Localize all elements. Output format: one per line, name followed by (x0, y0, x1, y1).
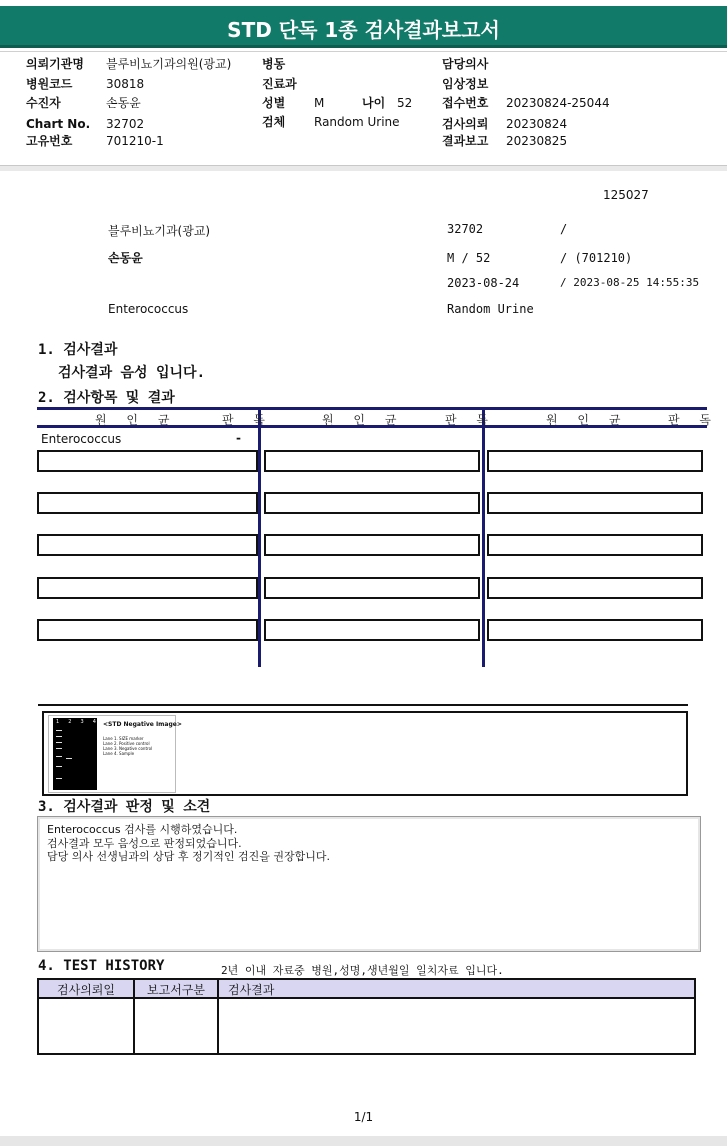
section1-result: 검사결과 음성 입니다. (58, 365, 206, 381)
marker-band (56, 756, 62, 757)
empty-result-cell (487, 534, 703, 556)
lane-legend-item: Lane 1. SIZE marker (103, 736, 144, 741)
gel-photo (53, 718, 97, 790)
history-note: 2년 이내 자료중 병원,성명,생년월일 일치자료 입니다. (221, 964, 504, 977)
summary-report-datetime: / 2023-08-25 14:55:35 (560, 276, 700, 289)
page-number: 1/1 (353, 1110, 374, 1124)
section4-title: 4. TEST HISTORY (38, 958, 165, 974)
image-top-rule (38, 704, 688, 706)
section1-title: 1. 검사결과 (38, 342, 118, 358)
doctor-label: 담당의사 (442, 57, 489, 71)
summary-slash: / (560, 222, 568, 236)
history-col-type: 보고서구분 (147, 983, 205, 997)
summary-institution: 블루비뇨기과(광교) (108, 224, 211, 238)
section2-title: 2. 검사항목 및 결과 (38, 390, 175, 406)
positive-band (66, 758, 72, 759)
marker-band (56, 748, 62, 749)
gel-lane-legend (103, 736, 152, 756)
unique-id-value: 701210-1 (106, 134, 164, 148)
finding-line-1: Enterococcus 검사를 시행하였습니다. (47, 823, 238, 836)
header-separator (0, 165, 727, 171)
request-date-value: 20230824 (506, 117, 568, 131)
marker-band (56, 730, 62, 731)
table-divider-2 (482, 407, 485, 667)
institution-label: 의뢰기관명 (26, 57, 84, 71)
receipt-no-value: 20230824-25044 (506, 96, 610, 110)
empty-result-cell (264, 534, 480, 556)
history-body (37, 997, 696, 1055)
specimen-label: 검체 (262, 115, 286, 129)
empty-result-cell (487, 492, 703, 514)
lane-number: 1 (56, 719, 60, 725)
department-label: 진료과 (262, 77, 297, 91)
age-label: 나이 (362, 96, 386, 110)
lane-number: 3 (80, 719, 84, 725)
history-col-divider (217, 978, 219, 1055)
lane-number: 4 (92, 719, 96, 725)
marker-band (56, 766, 62, 767)
history-col-result: 검사결과 (228, 983, 275, 997)
table-top-line (37, 407, 707, 410)
gel-image (48, 715, 182, 793)
ward-label: 병동 (262, 57, 286, 71)
empty-result-cell (37, 450, 258, 472)
summary-birth: / (701210) (560, 251, 633, 265)
col2-pathogen-header: 원 인 균 (322, 413, 405, 427)
summary-test-name: Enterococcus (108, 302, 189, 316)
summary-patient: 손동윤 (108, 251, 143, 265)
history-col-date: 검사의뢰일 (57, 983, 115, 997)
marker-band (56, 778, 62, 779)
clinical-info-label: 임상정보 (442, 77, 489, 91)
empty-result-cell (37, 492, 258, 514)
specimen-value: Random Urine (314, 115, 400, 129)
gel-caption: <STD Negative Image> (103, 721, 182, 728)
section3-title: 3. 검사결과 판정 및 소견 (38, 799, 211, 815)
empty-result-cell (37, 619, 258, 641)
result-judgment: - (236, 431, 241, 445)
empty-result-cell (37, 534, 258, 556)
report-date-value: 20230825 (506, 134, 568, 148)
empty-result-cell (264, 577, 480, 599)
col2-judgment-header: 판 독 (445, 413, 496, 427)
table-divider-1 (258, 407, 261, 667)
footer-bar (0, 1136, 727, 1146)
empty-result-cell (487, 450, 703, 472)
gel-image-frame (42, 711, 688, 796)
sex-value: M (314, 96, 325, 110)
marker-band (56, 742, 62, 743)
col3-judgment-header: 판 독 (668, 413, 719, 427)
col1-judgment-header: 판 독 (222, 413, 273, 427)
result-pathogen: Enterococcus (41, 432, 122, 446)
marker-band (56, 736, 62, 737)
col1-pathogen-header: 원 인 균 (95, 413, 178, 427)
col3-pathogen-header: 원 인 균 (546, 413, 629, 427)
finding-line-2: 검사결과 모두 음성으로 판정되었습니다. (47, 837, 242, 850)
lane-legend-item: Lane 3. Negative control (103, 746, 153, 751)
lane-number: 2 (68, 719, 72, 725)
empty-result-cell (37, 577, 258, 599)
summary-sex-age: M / 52 (447, 251, 491, 265)
chart-no-label: Chart No. (26, 117, 91, 131)
gel-lane-numbers (56, 719, 96, 725)
request-date-label: 검사의뢰 (442, 117, 489, 131)
report-date-label: 결과보고 (442, 134, 489, 148)
summary-request-date: 2023-08-24 (447, 276, 520, 290)
summary-chart-no: 32702 (447, 222, 484, 236)
findings-box (37, 816, 701, 952)
age-value: 52 (397, 96, 413, 110)
empty-result-cell (264, 492, 480, 514)
empty-result-cell (487, 577, 703, 599)
summary-specimen: Random Urine (447, 302, 534, 316)
header-divider (0, 51, 727, 52)
patient-value: 손동윤 (106, 96, 141, 110)
institution-value: 블루비뇨기과의원(광교) (106, 57, 232, 71)
finding-line-3: 담당 의사 선생님과의 상담 후 정기적인 검진을 권장합니다. (47, 850, 330, 863)
hospital-code-value: 30818 (106, 77, 145, 91)
hospital-code-label: 병원코드 (26, 77, 73, 91)
receipt-no-label: 접수번호 (442, 96, 489, 110)
summary-id-number: 125027 (603, 188, 649, 202)
empty-result-cell (487, 619, 703, 641)
report-title: STD 단독 1종 검사결과보고서 (227, 18, 500, 42)
lane-legend-item: Lane 4. Sample (103, 751, 135, 756)
empty-result-cell (264, 450, 480, 472)
empty-result-cell (264, 619, 480, 641)
unique-id-label: 고유번호 (26, 134, 73, 148)
patient-label: 수진자 (26, 96, 61, 110)
chart-no-value: 32702 (106, 117, 145, 131)
sex-label: 성별 (262, 96, 286, 110)
lane-legend-item: Lane 2. Positive control (103, 741, 150, 746)
